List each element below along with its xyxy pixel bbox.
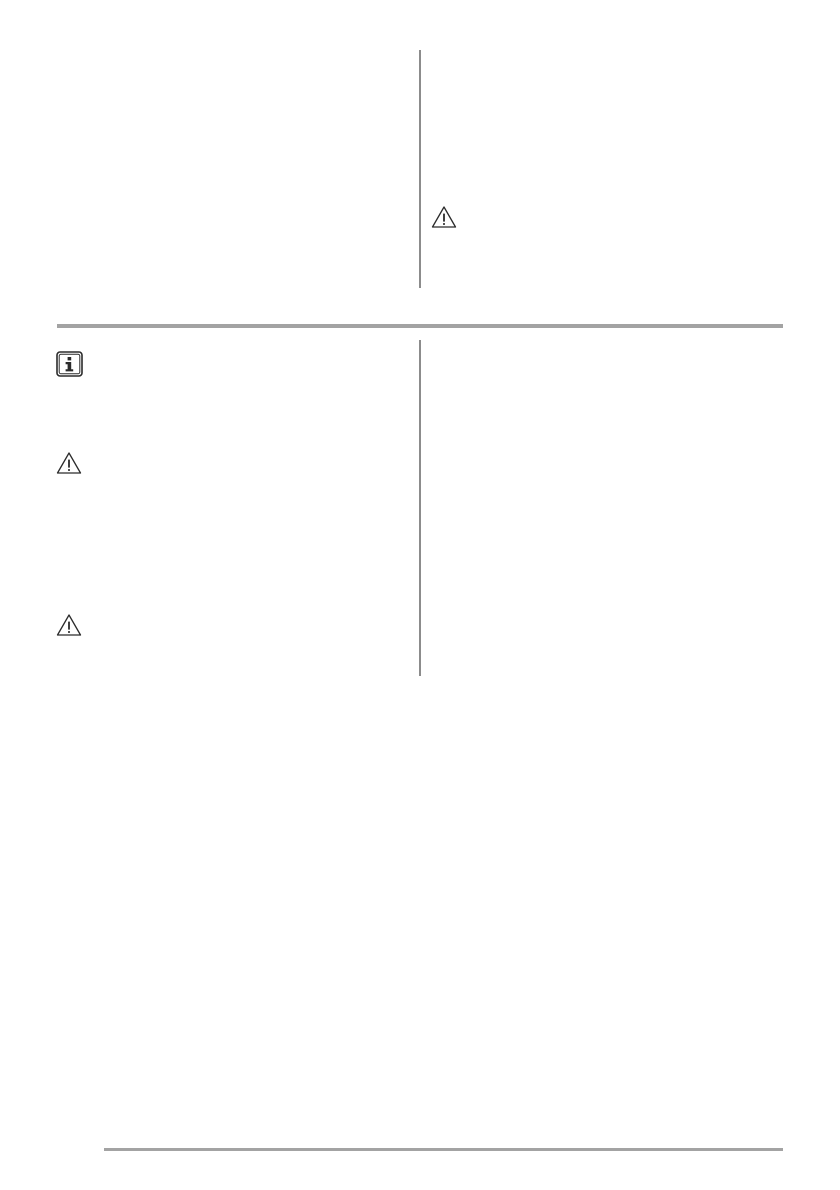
bottom-column-divider bbox=[419, 340, 421, 676]
warning-icon bbox=[56, 451, 82, 475]
warning-icon bbox=[431, 205, 457, 229]
section-rule bbox=[57, 324, 783, 328]
footer-rule bbox=[104, 1148, 783, 1151]
top-column-divider bbox=[419, 50, 421, 288]
info-icon bbox=[56, 351, 83, 377]
warning-icon bbox=[56, 613, 82, 637]
